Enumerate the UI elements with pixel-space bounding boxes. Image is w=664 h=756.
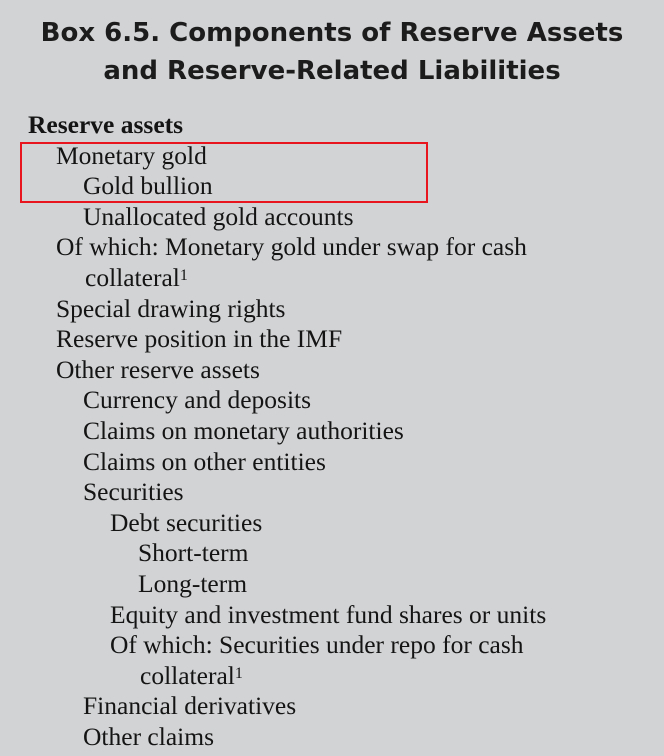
list-item-financial-derivatives: Financial derivatives — [83, 691, 297, 721]
list-item-claims-on-monetary-authorities: Claims on monetary authorities — [83, 415, 404, 445]
list-item-continuation-collateral — [0, 661, 664, 692]
list-item-other-reserve-assets: Other reserve assets — [56, 354, 260, 384]
list-item-monetary-gold: Monetary gold — [56, 140, 207, 170]
footnote-marker: 1 — [234, 664, 243, 682]
box-title — [0, 14, 664, 90]
list-item-continuation-collateral — [0, 263, 664, 294]
box-title-line-2: and Reserve-Related Liabilities — [103, 56, 561, 86]
list-item-unallocated-gold-accounts: Unallocated gold accounts — [83, 201, 354, 231]
section-heading-reserve-assets: Reserve assets — [28, 110, 184, 139]
box-title-line-1: Box 6.5. Components of Reserve Assets — [40, 18, 624, 48]
list-item-short-term: Short-term — [138, 538, 249, 568]
list-item-gold-bullion: Gold bullion — [83, 171, 213, 201]
list-item-monetary-gold-under-swap: Of which: Monetary gold under swap for cash — [56, 232, 527, 262]
list-item-reserve-position-imf: Reserve position in the IMF — [56, 324, 343, 354]
footnote-marker: 1 — [179, 266, 188, 284]
continuation-text: collateral — [85, 262, 180, 292]
list-item-securities: Securities — [83, 477, 184, 507]
list-item-currency-and-deposits: Currency and deposits — [83, 385, 312, 415]
list-item-long-term: Long-term — [138, 568, 248, 598]
list-item-debt-securities: Debt securities — [110, 507, 263, 537]
list-item-special-drawing-rights: Special drawing rights — [56, 293, 286, 323]
list-item-equity-and-investment-fund-shares: Equity and investment fund shares or units — [110, 599, 547, 629]
list-item-claims-on-other-entities: Claims on other entities — [83, 446, 326, 476]
list-item-other-claims: Other claims — [83, 721, 214, 751]
list-item-securities-under-repo: Of which: Securities under repo for cash — [110, 630, 524, 660]
reserve-components-list — [0, 110, 664, 752]
continuation-text: collateral — [140, 660, 235, 690]
